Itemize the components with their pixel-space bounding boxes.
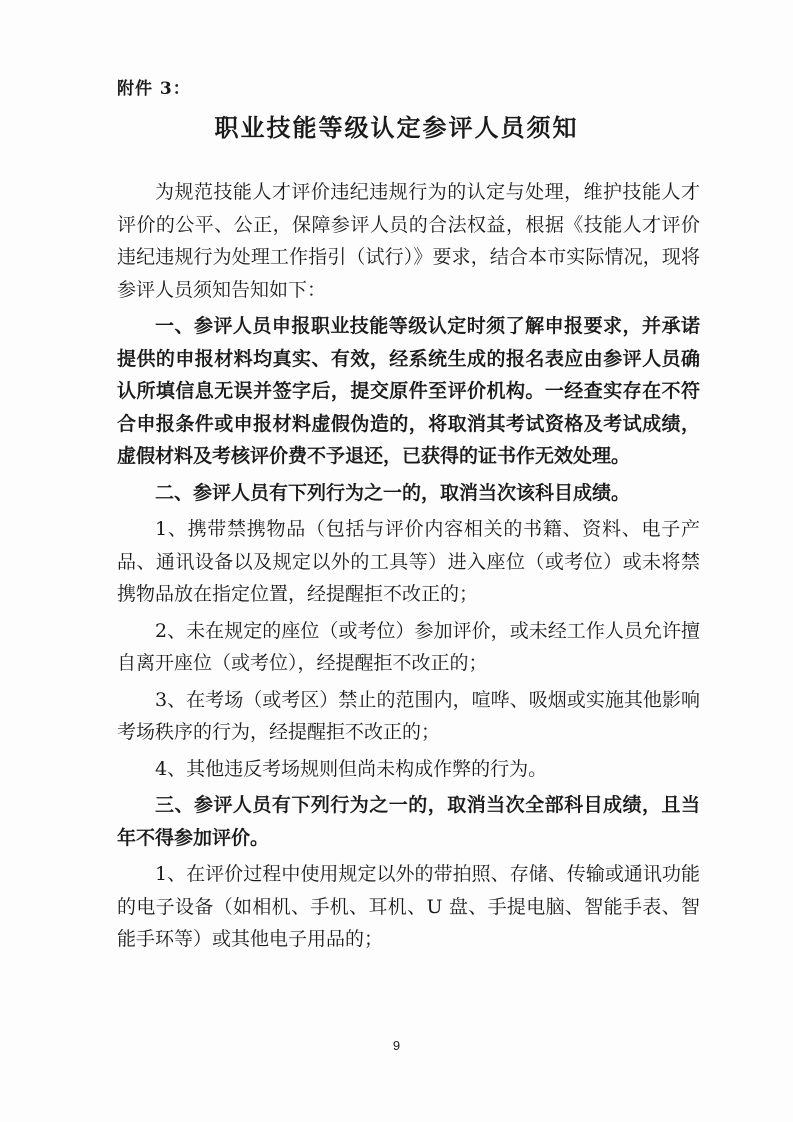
paragraph-section-2-heading: 二、参评人员有下列行为之一的，取消当次该科目成绩。: [155, 481, 631, 504]
paragraph-item: 2、未在规定的座位（或考位）参加评价，或未经工作人员允许擅自离开座位（或考位），经提醒拒不改正的；: [117, 619, 700, 674]
attachment-label: 附件 3：: [117, 79, 191, 99]
paragraph-intro: 为规范技能人才评价违纪违规行为的认定与处理，维护技能人才评价的公平、公正，保障参评人员的合法权益，根据《技能人才评价违纪违规行为处理工作指引（试行）》要求，结合本市实际情况，现将参评人员须知告知如下：: [117, 181, 700, 301]
paragraph-item: 1、携带禁携物品（包括与评价内容相关的书籍、资料、电子产品、通讯设备以及规定以外的工具等）进入座位（或考位）或未将禁携物品放在指定位置，经提醒拒不改正的；: [117, 518, 700, 605]
paragraph-item: 4、其他违反考场规则但尚未构成作弊的行为。: [155, 757, 548, 780]
paragraph-item: 1、在评价过程中使用规定以外的带拍照、存储、传输或通讯功能的电子设备（如相机、手机、耳机、U 盘、手提电脑、智能手表、智能手环等）或其他电子用品的；: [117, 863, 700, 950]
paragraph-section-3-heading: 三、参评人员有下列行为之一的，取消当次全部科目成绩，且当年不得参加评价。: [117, 794, 700, 849]
paragraph-item: 3、在考场（或考区）禁止的范围内，喧哗、吸烟或实施其他影响考场秩序的行为，经提醒拒不改正的；: [117, 688, 700, 743]
paragraph-section-1: 一、参评人员申报职业技能等级认定时须了解申报要求，并承诺提供的申报材料均真实、有效，经系统生成的报名表应由参评人员确认所填信息无误并签字后，提交原件至评价机构。一经查实存在不符合申报条件或申报材料虚假伪造的，将取消其考试资格及考试成绩，虚假材料及考核评价费不予退还，已获得的证书作无效处理。: [117, 315, 700, 467]
document-title: 职业技能等级认定参评人员须知: [214, 113, 579, 142]
document-body: [117, 176, 700, 956]
page-number: 9: [392, 1038, 401, 1053]
